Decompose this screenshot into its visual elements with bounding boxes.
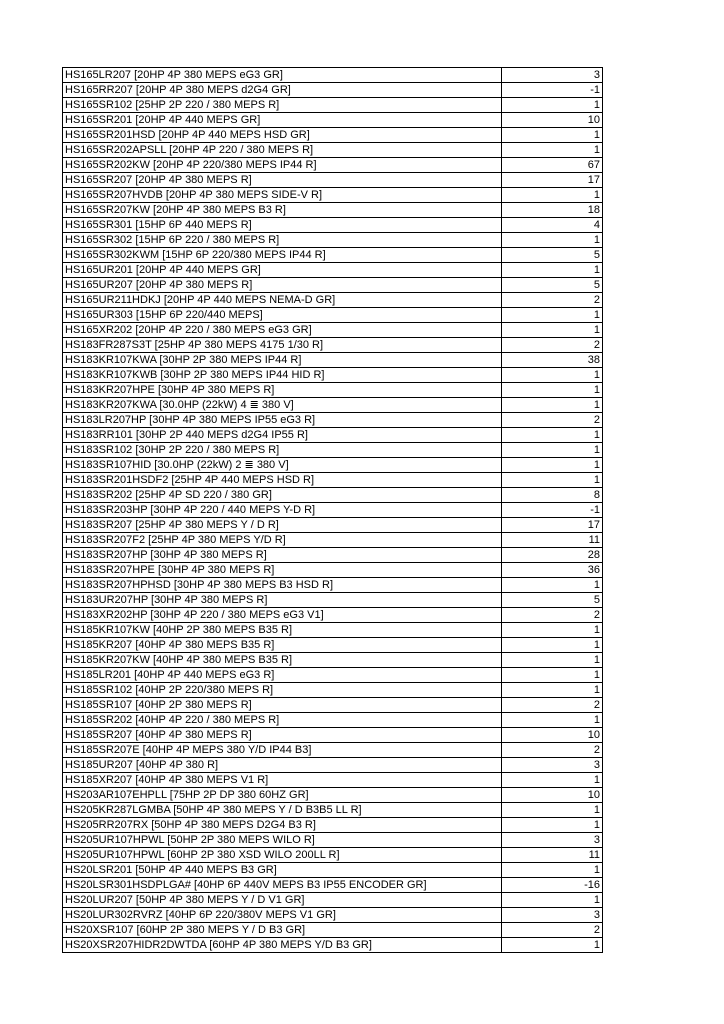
item-description-cell: HS165UR207 [20HP 4P 380 MEPS R]	[63, 278, 502, 293]
quantity-cell: 1	[502, 803, 603, 818]
item-description-cell: HS165SR207HVDB [20HP 4P 380 MEPS SIDE-V R]	[63, 188, 502, 203]
quantity-cell: 4	[502, 218, 603, 233]
item-description-cell: HS20LSR301HSDPLGA# [40HP 6P 440V MEPS B3 IP55 ENCODER GR]	[63, 878, 502, 893]
quantity-cell: 3	[502, 758, 603, 773]
item-description-cell: HS165SR302 [15HP 6P 220 / 380 MEPS R]	[63, 233, 502, 248]
item-description-cell: HS165UR201 [20HP 4P 440 MEPS GR]	[63, 263, 502, 278]
item-description-cell: HS205UR107HPWL [60HP 2P 380 XSD WILO 200LL R]	[63, 848, 502, 863]
table-row	[63, 848, 603, 863]
item-description-cell: HS183SR207 [25HP 4P 380 MEPS Y / D R]	[63, 518, 502, 533]
table-row	[63, 578, 603, 593]
table-row	[63, 413, 603, 428]
item-description-cell: HS165SR207 [20HP 4P 380 MEPS R]	[63, 173, 502, 188]
item-description-cell: HS183FR287S3T [25HP 4P 380 MEPS 4175 1/30 R]	[63, 338, 502, 353]
table-row	[63, 893, 603, 908]
quantity-cell: 11	[502, 848, 603, 863]
item-description-cell: HS165UR211HDKJ [20HP 4P 440 MEPS NEMA-D GR]	[63, 293, 502, 308]
quantity-cell: 1	[502, 143, 603, 158]
item-description-cell: HS203AR107EHPLL [75HP 2P DP 380 60HZ GR]	[63, 788, 502, 803]
table-row	[63, 533, 603, 548]
item-description-cell: HS20LSR201 [50HP 4P 440 MEPS B3 GR]	[63, 863, 502, 878]
quantity-cell: -1	[502, 503, 603, 518]
item-description-cell: HS185UR207 [40HP 4P 380 R]	[63, 758, 502, 773]
quantity-cell: 10	[502, 113, 603, 128]
quantity-cell: 1	[502, 638, 603, 653]
table-row	[63, 638, 603, 653]
item-description-cell: HS165XR202 [20HP 4P 220 / 380 MEPS eG3 GR]	[63, 323, 502, 338]
table-row	[63, 803, 603, 818]
table-row	[63, 443, 603, 458]
table-row	[63, 203, 603, 218]
item-description-cell: HS183SR207F2 [25HP 4P 380 MEPS Y/D R]	[63, 533, 502, 548]
quantity-cell: 1	[502, 128, 603, 143]
item-description-cell: HS165RR207 [20HP 4P 380 MEPS d2G4 GR]	[63, 83, 502, 98]
quantity-cell: 5	[502, 248, 603, 263]
quantity-cell: 1	[502, 383, 603, 398]
item-description-cell: HS185KR207 [40HP 4P 380 MEPS B35 R]	[63, 638, 502, 653]
item-description-cell: HS205KR287LGMBA [50HP 4P 380 MEPS Y / D B3B5 LL R]	[63, 803, 502, 818]
table-row	[63, 623, 603, 638]
table-row	[63, 143, 603, 158]
item-description-cell: HS183SR207HP [30HP 4P 380 MEPS R]	[63, 548, 502, 563]
item-description-cell: HS205UR107HPWL [50HP 2P 380 MEPS WILO R]	[63, 833, 502, 848]
quantity-cell: 1	[502, 458, 603, 473]
quantity-cell: 1	[502, 398, 603, 413]
quantity-cell: 1	[502, 713, 603, 728]
quantity-cell: 1	[502, 623, 603, 638]
table-row	[63, 728, 603, 743]
quantity-cell: 3	[502, 833, 603, 848]
quantity-cell: -1	[502, 83, 603, 98]
table-row	[63, 158, 603, 173]
table-row	[63, 788, 603, 803]
quantity-cell: 2	[502, 698, 603, 713]
table-row	[63, 773, 603, 788]
quantity-cell: 2	[502, 338, 603, 353]
item-description-cell: HS20LUR302RVRZ [40HP 6P 220/380V MEPS V1 GR]	[63, 908, 502, 923]
table-row	[63, 683, 603, 698]
item-description-cell: HS183SR201HSDF2 [25HP 4P 440 MEPS HSD R]	[63, 473, 502, 488]
quantity-cell: 18	[502, 203, 603, 218]
quantity-cell: 67	[502, 158, 603, 173]
table-row	[63, 68, 603, 83]
item-description-cell: HS183KR207KWA [30.0HP (22kW) 4 ≣ 380 V]	[63, 398, 502, 413]
table-row	[63, 593, 603, 608]
quantity-cell: 2	[502, 608, 603, 623]
item-description-cell: HS183LR207HP [30HP 4P 380 MEPS IP55 eG3 R]	[63, 413, 502, 428]
quantity-cell: 1	[502, 653, 603, 668]
table-row	[63, 383, 603, 398]
table-row	[63, 878, 603, 893]
quantity-cell: 2	[502, 923, 603, 938]
quantity-cell: 38	[502, 353, 603, 368]
table-row	[63, 83, 603, 98]
table-row	[63, 833, 603, 848]
item-description-cell: HS165SR302KWM [15HP 6P 220/380 MEPS IP44 R]	[63, 248, 502, 263]
inventory-table	[62, 67, 603, 953]
table-row	[63, 698, 603, 713]
item-description-cell: HS165SR201HSD [20HP 4P 440 MEPS HSD GR]	[63, 128, 502, 143]
table-row	[63, 518, 603, 533]
table-row	[63, 308, 603, 323]
item-description-cell: HS20XSR207HIDR2DWTDA [60HP 4P 380 MEPS Y/D B3 GR]	[63, 938, 502, 953]
item-description-cell: HS183SR203HP [30HP 4P 220 / 440 MEPS Y-D R]	[63, 503, 502, 518]
table-row	[63, 278, 603, 293]
table-row	[63, 368, 603, 383]
item-description-cell: HS185SR102 [40HP 2P 220/380 MEPS R]	[63, 683, 502, 698]
table-row	[63, 263, 603, 278]
quantity-cell: 2	[502, 743, 603, 758]
table-row	[63, 818, 603, 833]
quantity-cell: 1	[502, 443, 603, 458]
quantity-cell: 1	[502, 578, 603, 593]
quantity-cell: 2	[502, 413, 603, 428]
table-row	[63, 398, 603, 413]
item-description-cell: HS165SR202KW [20HP 4P 220/380 MEPS IP44 R]	[63, 158, 502, 173]
table-row	[63, 173, 603, 188]
item-description-cell: HS183KR207HPE [30HP 4P 380 MEPS R]	[63, 383, 502, 398]
item-description-cell: HS185XR207 [40HP 4P 380 MEPS V1 R]	[63, 773, 502, 788]
quantity-cell: 1	[502, 428, 603, 443]
quantity-cell: 1	[502, 368, 603, 383]
item-description-cell: HS183RR101 [30HP 2P 440 MEPS d2G4 IP55 R]	[63, 428, 502, 443]
item-description-cell: HS185KR107KW [40HP 2P 380 MEPS B35 R]	[63, 623, 502, 638]
quantity-cell: 1	[502, 773, 603, 788]
table-row	[63, 908, 603, 923]
item-description-cell: HS185SR207 [40HP 4P 380 MEPS R]	[63, 728, 502, 743]
table-row	[63, 653, 603, 668]
item-description-cell: HS183SR207HPHSD [30HP 4P 380 MEPS B3 HSD R]	[63, 578, 502, 593]
quantity-cell: 1	[502, 818, 603, 833]
item-description-cell: HS20LUR207 [50HP 4P 380 MEPS Y / D V1 GR]	[63, 893, 502, 908]
table-row	[63, 923, 603, 938]
quantity-cell: 11	[502, 533, 603, 548]
quantity-cell: 28	[502, 548, 603, 563]
item-description-cell: HS183UR207HP [30HP 4P 380 MEPS R]	[63, 593, 502, 608]
item-description-cell: HS183XR202HP [30HP 4P 220 / 380 MEPS eG3 V1]	[63, 608, 502, 623]
item-description-cell: HS20XSR107 [60HP 2P 380 MEPS Y / D B3 GR]	[63, 923, 502, 938]
quantity-cell: 2	[502, 293, 603, 308]
table-row	[63, 98, 603, 113]
table-row	[63, 488, 603, 503]
item-description-cell: HS183SR102 [30HP 2P 220 / 380 MEPS R]	[63, 443, 502, 458]
table-row	[63, 938, 603, 953]
table-row	[63, 248, 603, 263]
table-row	[63, 743, 603, 758]
table-row	[63, 758, 603, 773]
table-row	[63, 428, 603, 443]
table-row	[63, 233, 603, 248]
quantity-cell: 17	[502, 173, 603, 188]
quantity-cell: -16	[502, 878, 603, 893]
table-row	[63, 338, 603, 353]
item-description-cell: HS185SR107 [40HP 2P 380 MEPS R]	[63, 698, 502, 713]
table-row	[63, 188, 603, 203]
quantity-cell: 1	[502, 893, 603, 908]
quantity-cell: 8	[502, 488, 603, 503]
table-row	[63, 113, 603, 128]
item-description-cell: HS165LR207 [20HP 4P 380 MEPS eG3 GR]	[63, 68, 502, 83]
quantity-cell: 3	[502, 908, 603, 923]
item-description-cell: HS185KR207KW [40HP 4P 380 MEPS B35 R]	[63, 653, 502, 668]
table-row	[63, 293, 603, 308]
quantity-cell: 1	[502, 308, 603, 323]
quantity-cell: 3	[502, 68, 603, 83]
item-description-cell: HS165SR207KW [20HP 4P 380 MEPS B3 R]	[63, 203, 502, 218]
quantity-cell: 1	[502, 473, 603, 488]
quantity-cell: 1	[502, 188, 603, 203]
quantity-cell: 10	[502, 788, 603, 803]
quantity-cell: 1	[502, 233, 603, 248]
item-description-cell: HS165SR102 [25HP 2P 220 / 380 MEPS R]	[63, 98, 502, 113]
quantity-cell: 1	[502, 668, 603, 683]
table-row	[63, 353, 603, 368]
quantity-cell: 1	[502, 323, 603, 338]
quantity-cell: 1	[502, 863, 603, 878]
table-row	[63, 548, 603, 563]
table-row	[63, 323, 603, 338]
table-row	[63, 608, 603, 623]
table-row	[63, 668, 603, 683]
quantity-cell: 17	[502, 518, 603, 533]
item-description-cell: HS183SR107HID [30.0HP (22kW) 2 ≣ 380 V]	[63, 458, 502, 473]
quantity-cell: 5	[502, 278, 603, 293]
quantity-cell: 1	[502, 683, 603, 698]
table-row	[63, 503, 603, 518]
item-description-cell: HS185SR202 [40HP 4P 220 / 380 MEPS R]	[63, 713, 502, 728]
quantity-cell: 1	[502, 263, 603, 278]
quantity-cell: 36	[502, 563, 603, 578]
quantity-cell: 1	[502, 938, 603, 953]
item-description-cell: HS165SR201 [20HP 4P 440 MEPS GR]	[63, 113, 502, 128]
table-row	[63, 713, 603, 728]
table-row	[63, 563, 603, 578]
item-description-cell: HS185LR201 [40HP 4P 440 MEPS eG3 R]	[63, 668, 502, 683]
table-row	[63, 473, 603, 488]
item-description-cell: HS205RR207RX [50HP 4P 380 MEPS D2G4 B3 R]	[63, 818, 502, 833]
table-row	[63, 128, 603, 143]
item-description-cell: HS183SR207HPE [30HP 4P 380 MEPS R]	[63, 563, 502, 578]
quantity-cell: 5	[502, 593, 603, 608]
item-description-cell: HS183KR107KWB [30HP 2P 380 MEPS IP44 HID R]	[63, 368, 502, 383]
item-description-cell: HS185SR207E [40HP 4P MEPS 380 Y/D IP44 B3]	[63, 743, 502, 758]
item-description-cell: HS183KR107KWA [30HP 2P 380 MEPS IP44 R]	[63, 353, 502, 368]
table-row	[63, 458, 603, 473]
table-row	[63, 218, 603, 233]
quantity-cell: 10	[502, 728, 603, 743]
item-description-cell: HS165SR202APSLL [20HP 4P 220 / 380 MEPS R]	[63, 143, 502, 158]
item-description-cell: HS165UR303 [15HP 6P 220/440 MEPS]	[63, 308, 502, 323]
item-description-cell: HS165SR301 [15HP 6P 440 MEPS R]	[63, 218, 502, 233]
quantity-cell: 1	[502, 98, 603, 113]
item-description-cell: HS183SR202 [25HP 4P SD 220 / 380 GR]	[63, 488, 502, 503]
table-row	[63, 863, 603, 878]
inventory-table-body	[63, 68, 603, 953]
